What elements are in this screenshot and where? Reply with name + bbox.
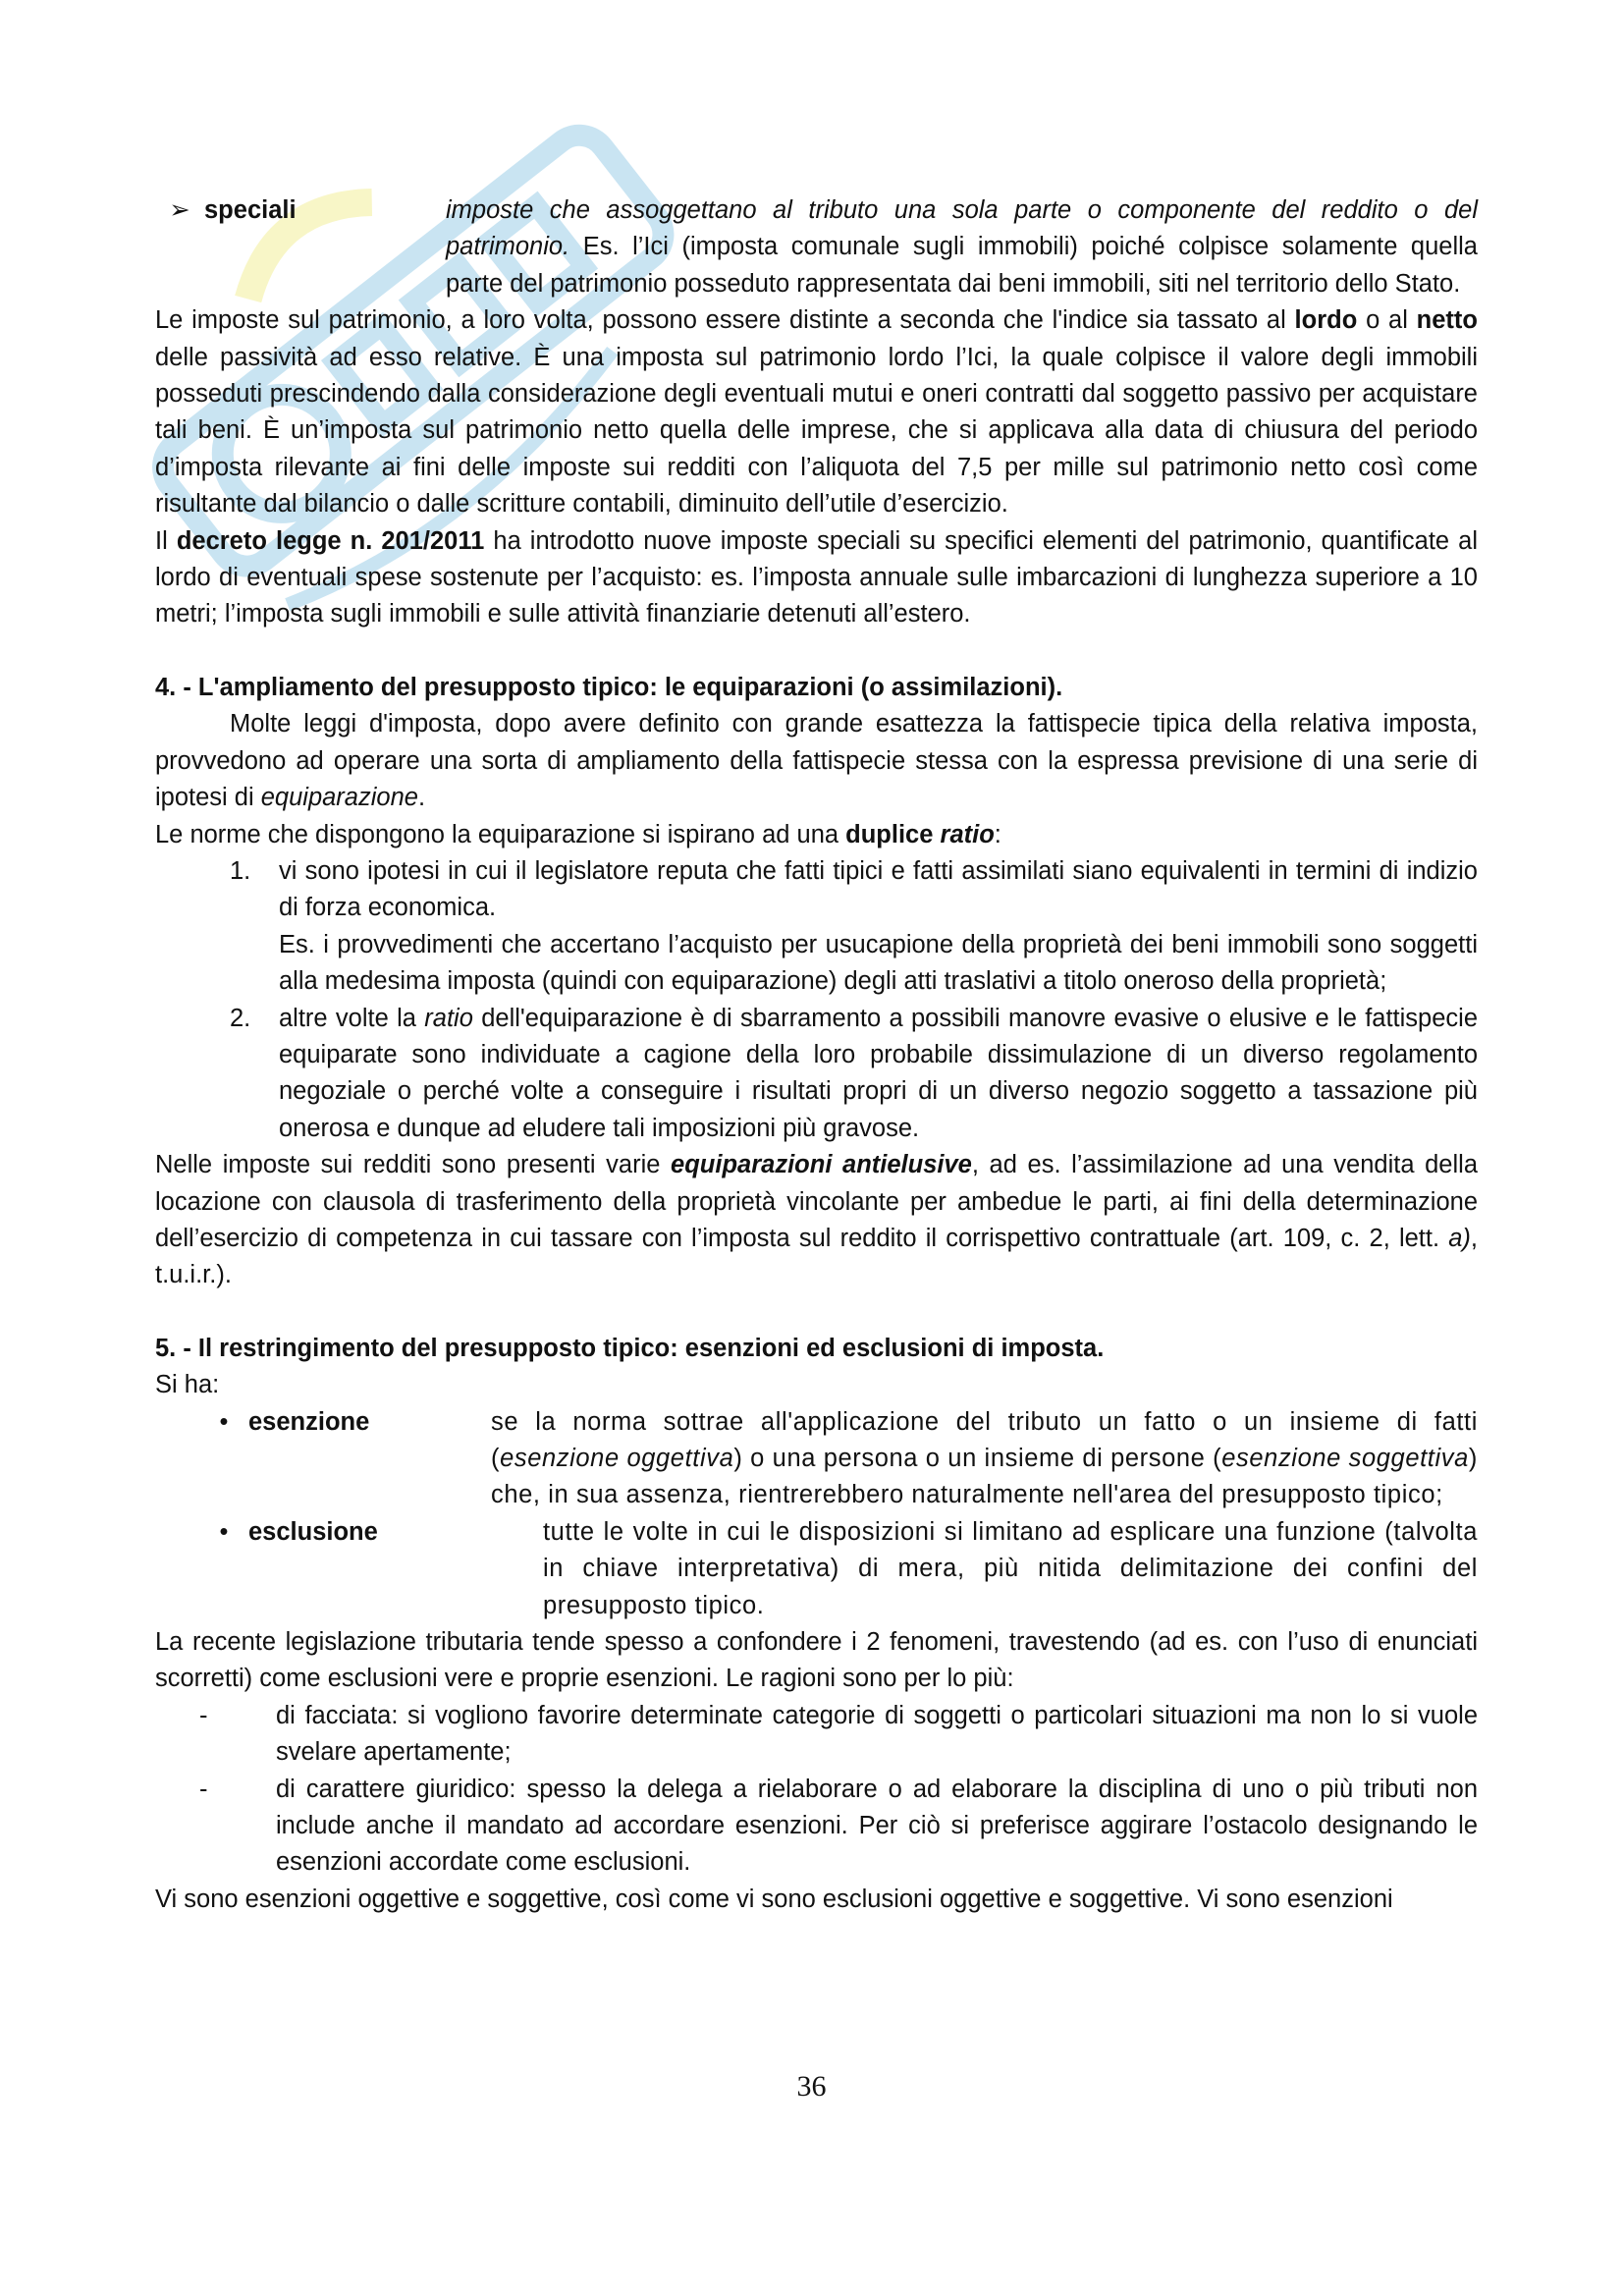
document-body xyxy=(155,192,1478,1918)
list-item: 2. altre volte la ratio dell'equiparazione è di sbarramento a possibili manovre evasive o elusive e le fattispecie equiparate sono individuate a cagione della loro probabile dissimulazione di un diverso regolamento negoziale o perché volte a conseguire i risultati propri di un diverso negozio soggetto a tassazione più onerosa e dunque ad eludere tali imposizioni più gravose. xyxy=(230,1004,1479,1142)
definition-esclusione: • esclusione tutte le volte in cui le disposizioni si limitano ad esplicare una funzione (talvolta in chiave interpretativa) di mera, più nitida delimitazione dei confini del presupposto tipico. xyxy=(155,1514,1478,1624)
section-5-intro: Si ha: xyxy=(155,1371,220,1399)
arrow-bullet-icon: ➢ xyxy=(169,196,190,224)
section-5-paragraph-2: Vi sono esenzioni oggettive e soggettive, così come vi sono esclusioni oggettive e soggettive. Vi sono esenzioni xyxy=(155,1885,1393,1913)
equiparazione-list xyxy=(155,853,1478,1147)
list-item: 1. vi sono ipotesi in cui il legislatore reputa che fatti tipici e fatti assimilati siano equivalenti in termini di indizio di forza economica. Es. i provvedimenti che accertano l’acquisto per usucapione della proprietà dei beni immobili sono soggetti alla medesima imposta (quindi con equiparazione) degli atti traslativi a titolo oneroso della proprietà; xyxy=(230,856,1478,996)
section-4-heading: 4. - L'ampliamento del presupposto tipico: le equiparazioni (o assimilazioni). xyxy=(155,673,1063,701)
ragioni-list xyxy=(155,1698,1478,1882)
speciali-term: speciali xyxy=(204,196,297,224)
bullet-icon: • xyxy=(219,1517,229,1546)
page-number: 36 xyxy=(796,2070,827,2103)
speciali-item xyxy=(155,192,1478,302)
section-5-paragraph-1: La recente legislazione tributaria tende spesso a confondere i 2 fenomeni, travestendo (ad es. con l’uso di enunciati scorretti) come esclusioni vere e proprie esenzioni. Le ragioni sono per lo più: xyxy=(155,1628,1478,1693)
section-4-paragraph-2: Le norme che dispongono la equiparazione si ispirano ad una duplice ratio: xyxy=(155,820,1001,848)
definition-esenzione: • esenzione se la norma sottrae all'applicazione del tributo un fatto o un insieme di fatti (esenzione oggettiva) o una persona o un insieme di persone (esenzione soggettiva) che, in sua assenza, rientrerebbero naturalmente nell'area del presupposto tipico; xyxy=(155,1404,1478,1514)
speciali-definition: imposte che assoggettano al tributo una sola parte o componente del reddito o del patrimonio. Es. l’Ici (imposta comunale sugli immobili) poiché colpisce solamente quella parte del patrimonio posseduto rappresentata dai beni immobili, siti nel territorio dello Stato. xyxy=(446,196,1478,298)
section-4-paragraph-1: Molte leggi d'imposta, dopo avere definito con grande esattezza la fattispecie tipica della relativa imposta, provvedono ad operare una sorta di ampliamento della fattispecie stessa con la espressa previsione di una serie di ipotesi di equiparazione. xyxy=(155,710,1478,812)
section-4-paragraph-3: Nelle imposte sui redditi sono presenti varie equiparazioni antielusive, ad es. l’assimilazione ad una vendita della locazione con clausola di trasferimento della proprietà vincolante per ambedue le parti, ai fini della determinazione dell’esercizio di competenza in cui tassare con l’imposta sul reddito il corrispettivo contrattuale (art. 109, c. 2, lett. a), t.u.i.r.). xyxy=(155,1151,1479,1289)
list-item: - di facciata: si vogliono favorire determinate categorie di soggetti o particolari situazioni ma non lo si vuole svelare apertamente; xyxy=(199,1701,1478,1767)
bullet-icon: • xyxy=(219,1407,229,1436)
paragraph-patrimonio: Le imposte sul patrimonio, a loro volta, possono essere distinte a seconda che l'indice sia tassato al lordo o al netto delle passività ad esso relative. È una imposta sul patrimonio lordo l’Ici, la quale colpisce il valore degli immobili posseduti prescindendo dalla considerazione degli eventuali mutui e oneri contratti dal soggetto passivo per acquistare tali beni. È un’imposta sul patrimonio netto quella delle imprese, che si applicava alla data di chiusura del periodo d’imposta rilevante ai fini delle imposte sui redditi con l’aliquota del 7,5 per mille sul patrimonio netto così come risultante dal bilancio o dalle scritture contabili, diminuito dell’utile d’esercizio. xyxy=(155,306,1478,519)
section-5-heading: 5. - Il restringimento del presupposto tipico: esenzioni ed esclusioni di imposta. xyxy=(155,1334,1105,1362)
list-item: - di carattere giuridico: spesso la delega a rielaborare o ad elaborare la disciplina di uno o più tributi non include anche il mandato ad accordare esenzioni. Per ciò si preferisce aggirare l’ostacolo designando le esenzioni accordate come esclusioni. xyxy=(199,1775,1478,1877)
paragraph-decreto: Il decreto legge n. 201/2011 ha introdotto nuove imposte speciali su specifici elementi del patrimonio, quantificate al lordo di eventuali spese sostenute per l’acquisto: es. l’imposta annuale sulle imbarcazioni di lunghezza superiore a 10 metri; l’imposta sugli immobili e sulle attività finanziarie detenuti all’estero. xyxy=(155,526,1478,629)
